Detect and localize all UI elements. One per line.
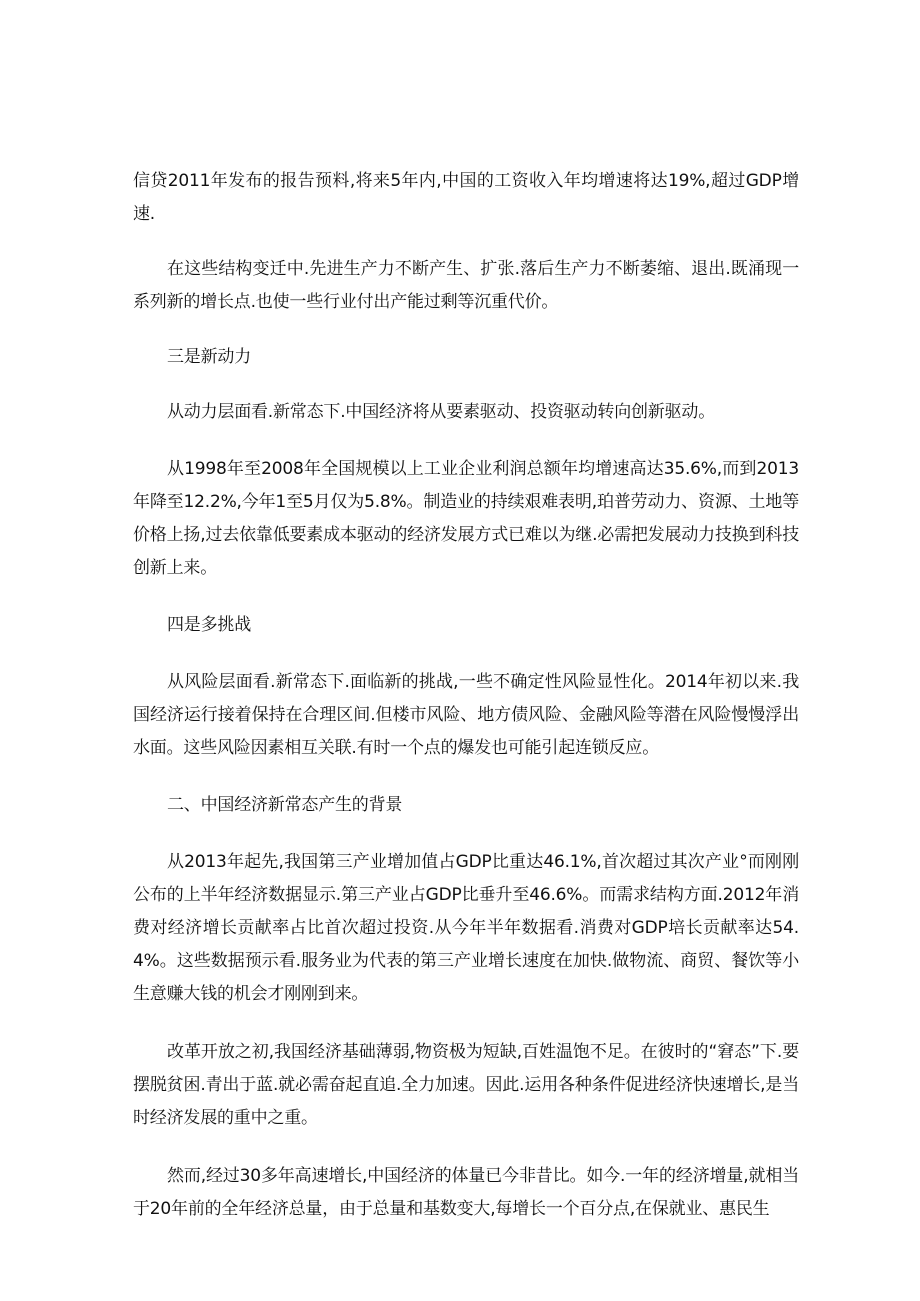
paragraph-credit-forecast: 信贷2011年发布的报告预料,将来5年内,中国的工资收入年均增速将达19%,超过GDP增速. (133, 171, 799, 224)
paragraph-reform-opening: 改革开放之初,我国经济基础薄弱,物资极为短缺,百姓温饱不足。在彼时的“窘态”下.要摆脱贫困.青出于蓝.就必需奋起直追.全力加速。因此.运用各种条件促进经济快速增长,是当时经济发展的重中之重。 (133, 1042, 799, 1128)
heading-new-momentum: 三是新动力 (167, 347, 251, 367)
paragraph-industrial-profits: 从1998年至2008年全国规模以上工业企业利润总额年均增速高达35.6%,而到2013年降至12.2%,今年1至5月仅为5.8%。制造业的持续艰难表明,珀普劳动力、资源、土地等价格上扬,过去依靠低要素成本驱动的经济发展方式已难以为继.必需把发展动力技换到科技创新上来。 (133, 459, 799, 578)
paragraph-risk-level: 从风险层面看.新常态下.面临新的挑战,一些不确定性风险显性化。2014年初以来.我国经济运行接着保持在合理区间.但楼市风险、地方债风险、金融风险等潜在风险慢慢浮出水面。这些风险因素相互关联.有时一个点的爆发也可能引起连锁反应。 (133, 672, 799, 758)
document-body (133, 165, 799, 1226)
heading-new-normal-background: 二、中国经济新常态产生的背景 (167, 795, 403, 815)
heading-more-challenges: 四是多挑战 (167, 615, 251, 635)
paragraph-tertiary-industry: 从2013年起先,我国第三产业增加值占GDP比重达46.1%,首次超过其次产业°而刚刚公布的上半年经济数据显示.第三产业占GDP比垂升至46.6%。而需求结构方面.2012年消费对经济增长贡献率占比首次超过投资.从今年半年数据看.消费对GDP培长贡献率达54.4%。这些数据预示看.服务业为代表的第三产业增长速度在加快.做物流、商贸、餐饮等小生意赚大钱的机会才刚刚到来。 (133, 852, 799, 1004)
paragraph-economic-scale: 然而,经过30多年高速增长,中国经济的体量已今非昔比。如今.一年的经济增量,就相当于20年前的全年经济总量，由于总量和基数变大,每增长一个百分点,在保就业、惠民生 (133, 1166, 799, 1219)
paragraph-structural-change: 在这些结构变迁中.先进生产力不断产生、扩张.落后生产力不断萎缩、退出.既涌现一系列新的增长点.也使一些行业付出产能过剩等沉重代价。 (133, 259, 799, 312)
paragraph-momentum-level: 从动力层面看.新常态下.中国经济将从要素驱动、投资驱动转向创新驱动。 (167, 402, 716, 422)
